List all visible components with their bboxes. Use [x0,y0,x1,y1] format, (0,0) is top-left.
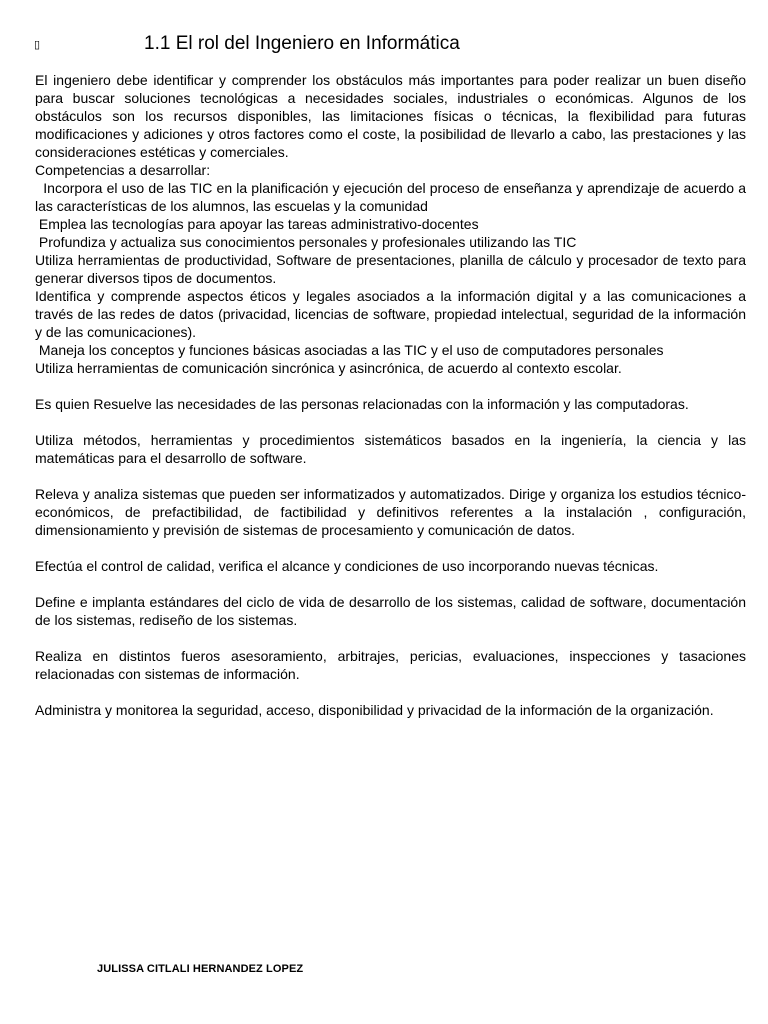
paragraph-asesoramiento: Realiza en distintos fueros asesoramiento, arbitrajes, pericias, evaluaciones, inspecciones y tasaciones relacionadas con sistemas de información. [35,648,746,682]
document-body [35,71,750,719]
paragraph-estandares: Define e implanta estándares del ciclo de vida de desarrollo de los sistemas, calidad de software, documentación de los sistemas, rediseño de los sistemas. [35,594,746,628]
paragraph-calidad: Efectúa el control de calidad, verifica el alcance y condiciones de uso incorporando nuevas técnicas. [35,558,659,574]
missing-glyph-box-icon: ▯ [34,39,41,51]
competency-item: Utiliza herramientas de productividad, Software de presentaciones, planilla de cálculo y procesador de texto para generar diversos tipos de documentos. [35,252,746,286]
competency-item: Emplea las tecnologías para apoyar las tareas administrativo-docentes [35,216,479,232]
paragraph-competencias-heading: Competencias a desarrollar: [35,162,211,178]
paragraph-releva: Releva y analiza sistemas que pueden ser informatizados y automatizados. Dirige y organiza los estudios técnico-económicos, de prefactibilidad, de factibilidad y definitivos referentes a la instalación , configuración, dimensionamiento y previsión de sistemas de procesamiento y comunicación de datos. [35,486,746,538]
page-title: 1.1 El rol del Ingeniero en Informática [144,33,460,54]
paragraph-intro: El ingeniero debe identificar y comprender los obstáculos más importantes para poder realizar un buen diseño para buscar soluciones tecnológicas a necesidades sociales, industriales o económicas. Algunos de los obstáculos son los recursos disponibles, las limitaciones físicas o técnicas, la flexibilidad para futuras modificaciones y adiciones y otros factores como el coste, la posibilidad de llevarlo a cabo, las prestaciones y las consideraciones estéticas y comerciales. [35,72,746,160]
paragraph-seguridad: Administra y monitorea la seguridad, acceso, disponibilidad y privacidad de la información de la organización. [35,702,714,718]
competency-item: Maneja los conceptos y funciones básicas asociadas a las TIC y el uso de computadores personales [35,342,664,358]
competency-item: Utiliza herramientas de comunicación sincrónica y asincrónica, de acuerdo al contexto escolar. [35,360,622,376]
paragraph-resuelve: Es quien Resuelve las necesidades de las personas relacionadas con la información y las computadoras. [35,396,689,412]
competency-item: Incorpora el uso de las TIC en la planificación y ejecución del proceso de enseñanza y aprendizaje de acuerdo a las características de los alumnos, las escuelas y la comunidad [35,180,750,214]
competency-item: Identifica y comprende aspectos éticos y legales asociados a la información digital y a las comunicaciones a través de las redes de datos (privacidad, licencias de software, propiedad intelectual, seguridad de la información y de las comunicaciones). [35,288,746,340]
author-footer: JULISSA CITLALI HERNANDEZ LOPEZ [97,963,304,975]
competency-item: Profundiza y actualiza sus conocimientos personales y profesionales utilizando las TIC [35,234,577,250]
paragraph-metodos: Utiliza métodos, herramientas y procedimientos sistemáticos basados en la ingeniería, la ciencia y las matemáticas para el desarrollo de software. [35,432,746,466]
